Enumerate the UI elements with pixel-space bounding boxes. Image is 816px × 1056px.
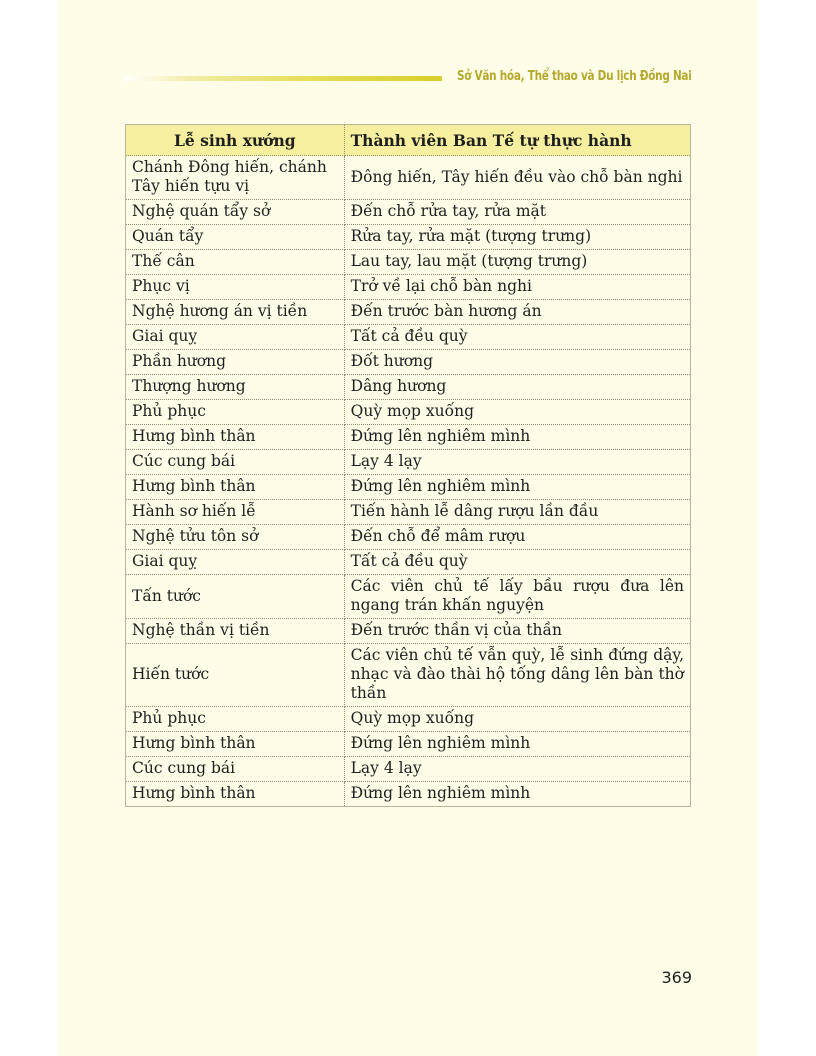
- action-cell: Trở về lại chỗ bàn nghi: [344, 275, 690, 300]
- action-cell: Đứng lên nghiêm mình: [344, 475, 690, 500]
- chant-cell: Hưng bình thân: [126, 425, 345, 450]
- chant-cell: Cúc cung bái: [126, 450, 345, 475]
- chant-cell: Hưng bình thân: [126, 782, 345, 807]
- action-cell: Đến chỗ để mâm rượu: [344, 525, 690, 550]
- action-cell: Đến chỗ rửa tay, rửa mặt: [344, 200, 690, 225]
- table-row: [126, 525, 691, 550]
- chant-cell: Tấn tước: [126, 575, 345, 619]
- table-row: [126, 200, 691, 225]
- ritual-table: [125, 124, 691, 807]
- chant-cell: Phần hương: [126, 350, 345, 375]
- action-cell: Đến trước thần vị của thần: [344, 619, 690, 644]
- action-cell: Đốt hương: [344, 350, 690, 375]
- chant-cell: Giai quỵ: [126, 325, 345, 350]
- running-header: Sở Văn hóa, Thể thao và Du lịch Đồng Nai: [457, 68, 692, 84]
- chant-cell: Hưng bình thân: [126, 732, 345, 757]
- table-row: [126, 550, 691, 575]
- chant-cell: Hưng bình thân: [126, 475, 345, 500]
- chant-cell: Nghệ thần vị tiền: [126, 619, 345, 644]
- table-row: [126, 275, 691, 300]
- header-rule: [124, 76, 442, 81]
- chant-cell: Hiến tước: [126, 644, 345, 707]
- action-cell: Lạy 4 lạy: [344, 450, 690, 475]
- table-header-row: [126, 125, 691, 156]
- action-cell: Lạy 4 lạy: [344, 757, 690, 782]
- chant-cell: Quán tẩy: [126, 225, 345, 250]
- action-cell: Đứng lên nghiêm mình: [344, 732, 690, 757]
- table-row: [126, 425, 691, 450]
- action-cell: Đông hiến, Tây hiến đều vào chỗ bàn nghi: [344, 156, 690, 200]
- action-cell: Tiến hành lễ dâng rượu lần đầu: [344, 500, 690, 525]
- table-row: [126, 156, 691, 200]
- table-row: [126, 450, 691, 475]
- action-cell: Tất cả đều quỳ: [344, 325, 690, 350]
- chant-cell: Nghệ quán tẩy sở: [126, 200, 345, 225]
- chant-cell: Thượng hương: [126, 375, 345, 400]
- chant-cell: Nghệ hương án vị tiền: [126, 300, 345, 325]
- table-row: [126, 732, 691, 757]
- table-row: [126, 375, 691, 400]
- table-row: [126, 575, 691, 619]
- column-header-chant: Lễ sinh xướng: [126, 125, 345, 156]
- action-cell: Tất cả đều quỳ: [344, 550, 690, 575]
- chant-cell: Thế cân: [126, 250, 345, 275]
- table-row: [126, 619, 691, 644]
- table-row: [126, 400, 691, 425]
- action-cell: Quỳ mọp xuống: [344, 707, 690, 732]
- action-cell: Đến trước bàn hương án: [344, 300, 690, 325]
- table-row: [126, 250, 691, 275]
- action-cell: Rửa tay, rửa mặt (tượng trưng): [344, 225, 690, 250]
- table-row: [126, 707, 691, 732]
- table-row: [126, 225, 691, 250]
- chant-cell: Nghệ tửu tôn sở: [126, 525, 345, 550]
- action-cell: Đứng lên nghiêm mình: [344, 425, 690, 450]
- chant-cell: Hành sơ hiến lễ: [126, 500, 345, 525]
- chant-cell: Phủ phục: [126, 400, 345, 425]
- action-cell: Các viên chủ tế lấy bầu rượu đưa lên ngang trán khấn nguyện: [344, 575, 690, 619]
- chant-cell: Chánh Đông hiến, chánh Tây hiến tựu vị: [126, 156, 345, 200]
- table-body: [126, 156, 691, 807]
- action-cell: Lau tay, lau mặt (tượng trưng): [344, 250, 690, 275]
- page-number: 369: [661, 968, 692, 987]
- table-row: [126, 500, 691, 525]
- action-cell: Các viên chủ tế vẫn quỳ, lễ sinh đứng dậy, nhạc và đào thài hộ tống dâng lên bàn thờ thần: [344, 644, 690, 707]
- action-cell: Quỳ mọp xuống: [344, 400, 690, 425]
- column-header-action: Thành viên Ban Tế tự thực hành: [344, 125, 690, 156]
- table-row: [126, 644, 691, 707]
- table-row: [126, 300, 691, 325]
- chant-cell: Giai quỵ: [126, 550, 345, 575]
- table-row: [126, 782, 691, 807]
- table-row: [126, 757, 691, 782]
- table-row: [126, 475, 691, 500]
- chant-cell: Phục vị: [126, 275, 345, 300]
- action-cell: Đứng lên nghiêm mình: [344, 782, 690, 807]
- table-row: [126, 350, 691, 375]
- table-row: [126, 325, 691, 350]
- action-cell: Dâng hương: [344, 375, 690, 400]
- chant-cell: Cúc cung bái: [126, 757, 345, 782]
- chant-cell: Phủ phục: [126, 707, 345, 732]
